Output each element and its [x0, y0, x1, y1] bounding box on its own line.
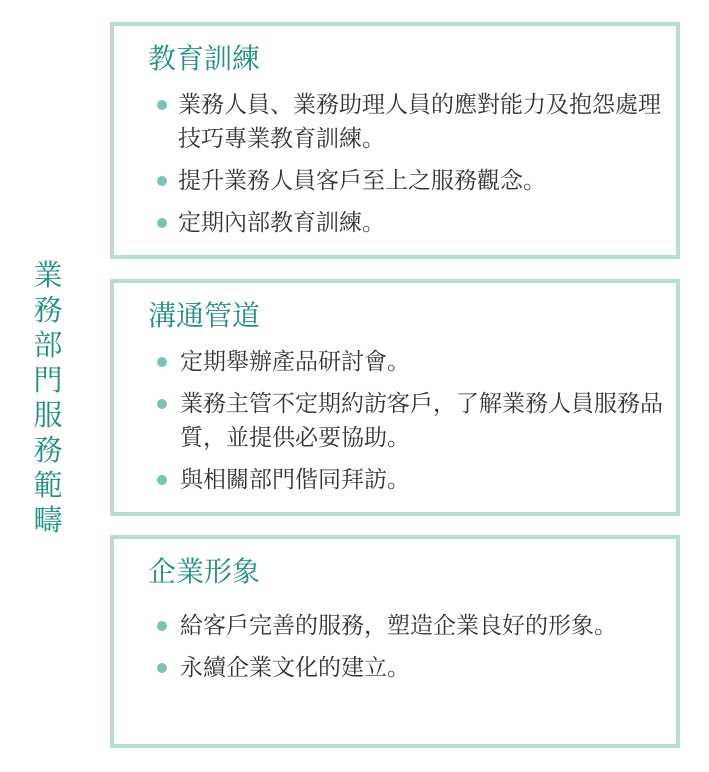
side-label-char: 部	[33, 328, 63, 362]
list-item-text: 業務主管不定期約訪客戶，了解業務人員服務品質，並提供必要協助。	[180, 391, 663, 451]
section-title: 企業形象	[148, 555, 261, 588]
list-item-text: 永續企業文化的建立。	[180, 655, 410, 681]
list-item	[154, 164, 664, 198]
bullet-list	[154, 88, 664, 248]
bullet-dot-icon	[157, 475, 167, 485]
bullet-dot-icon	[157, 357, 167, 367]
list-item-text: 提升業務人員客戶至上之服務觀念。	[178, 168, 546, 194]
list-item	[154, 387, 664, 455]
section-box-communication	[110, 279, 680, 516]
list-item-text: 定期舉辦產品研討會。	[180, 349, 410, 375]
section-title: 溝通管道	[148, 299, 261, 332]
bullet-list	[154, 609, 664, 693]
side-label-char: 務	[33, 433, 63, 467]
list-item	[154, 345, 664, 379]
bullet-dot-icon	[157, 176, 167, 186]
list-item	[154, 463, 664, 497]
side-label	[30, 258, 66, 538]
section-box-training	[110, 22, 680, 259]
bullet-dot-icon	[157, 218, 167, 228]
bullet-dot-icon	[157, 663, 167, 673]
list-item-text: 定期內部教育訓練。	[178, 210, 385, 236]
list-item-text: 與相關部門偕同拜訪。	[180, 467, 410, 493]
list-item-text: 業務人員、業務助理人員的應對能力及抱怨處理技巧專業教育訓練。	[178, 92, 661, 152]
list-item	[154, 206, 664, 240]
side-label-char: 業	[33, 258, 63, 292]
list-item	[154, 609, 664, 643]
side-label-char: 疇	[33, 503, 63, 537]
side-label-char: 服	[33, 398, 63, 432]
list-item-text: 給客戶完善的服務，塑造企業良好的形象。	[180, 613, 617, 639]
bullet-list	[154, 345, 664, 505]
section-box-corporate-image	[110, 535, 680, 748]
side-label-char: 範	[33, 468, 63, 502]
section-title: 教育訓練	[148, 42, 261, 75]
list-item	[154, 651, 664, 685]
side-label-char: 務	[33, 293, 63, 327]
side-label-char: 門	[33, 363, 63, 397]
bullet-dot-icon	[157, 621, 167, 631]
bullet-dot-icon	[157, 100, 167, 110]
list-item	[154, 88, 664, 156]
bullet-dot-icon	[157, 399, 167, 409]
